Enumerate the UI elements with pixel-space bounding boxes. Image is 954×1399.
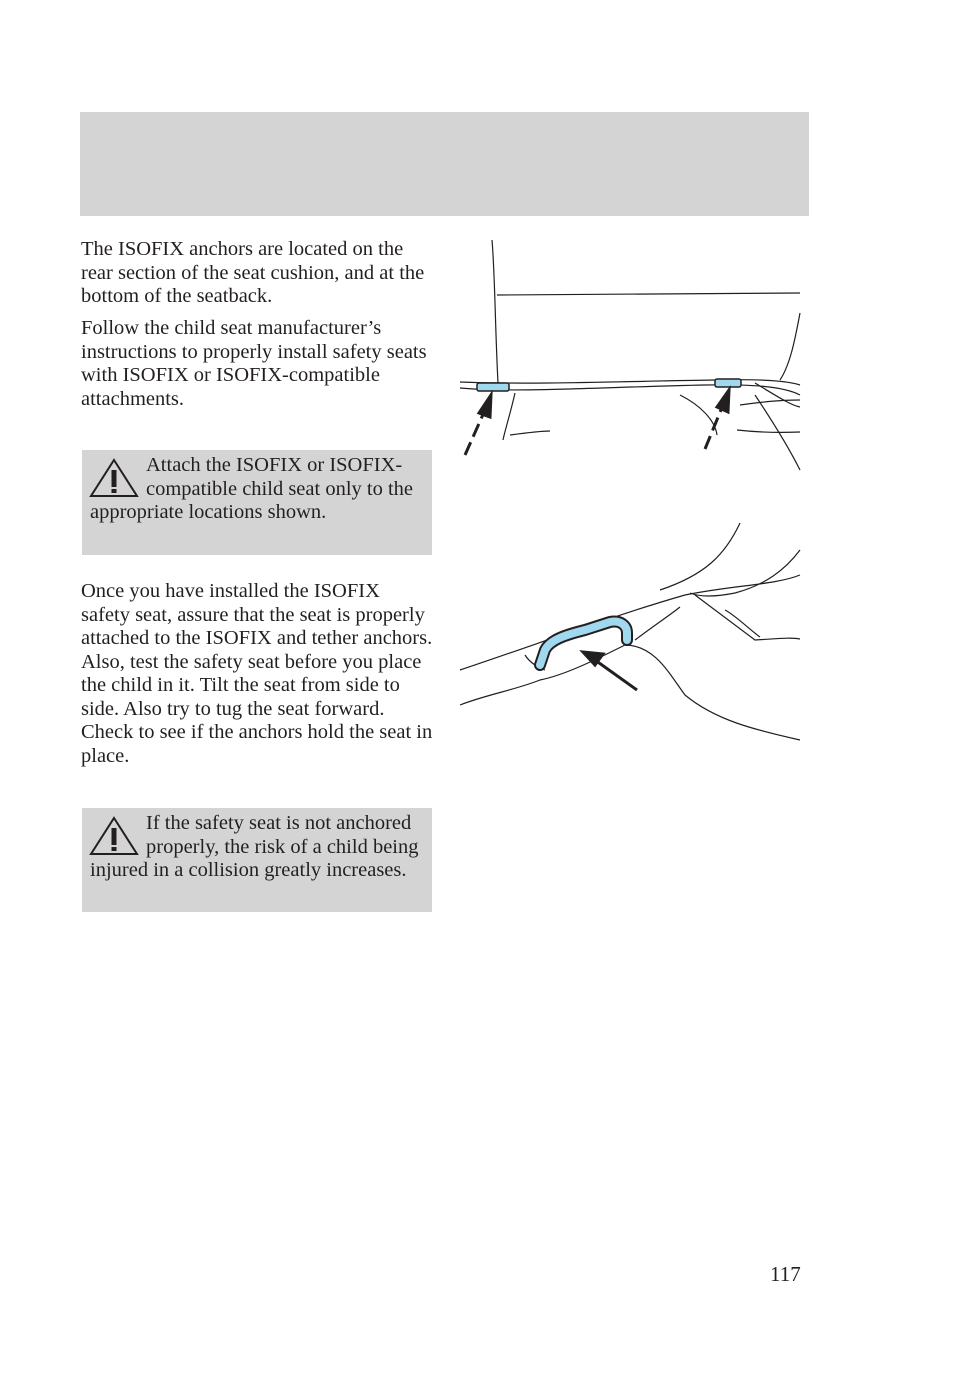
paragraph-test-seat: Once you have installed the ISOFIX safety seat, assure that the seat is properly attached to the ISOFIX and tether anchors. Also, test the safety seat before you place the child in it. Tilt the seat from side to side. Also try to tug the seat forward. Check to see if the anchors hold the seat in place. [81, 580, 433, 767]
anchor-closeup-illustration [455, 515, 805, 745]
paragraph-follow-instructions: Follow the child seat manufacturer’s instructions to properly install safety seats with ISOFIX or ISOFIX-compatible attachments. [81, 317, 427, 410]
warning-triangle-icon [88, 815, 140, 857]
warning-triangle-icon [88, 457, 140, 499]
anchor-bar-highlight [540, 622, 627, 665]
anchor-left-highlight [477, 383, 509, 391]
warning-text-locations: Attach the ISOFIX or ISOFIX-compatible child seat only to the appropriate locations shown. [90, 454, 414, 523]
header-band [80, 112, 809, 216]
seat-anchors-illustration [455, 235, 805, 475]
page-number: 117 [770, 1262, 801, 1286]
warning-text-anchoring: If the safety seat is not anchored properly, the risk of a child being injured in a collision greatly increases. [90, 812, 419, 881]
paragraph-anchor-location: The ISOFIX anchors are located on the rear section of the seat cushion, and at the bottom of the seatback. [81, 238, 425, 307]
anchor-right-highlight [715, 379, 741, 387]
warning-box-anchoring [82, 808, 432, 912]
warning-box-locations [82, 450, 432, 555]
